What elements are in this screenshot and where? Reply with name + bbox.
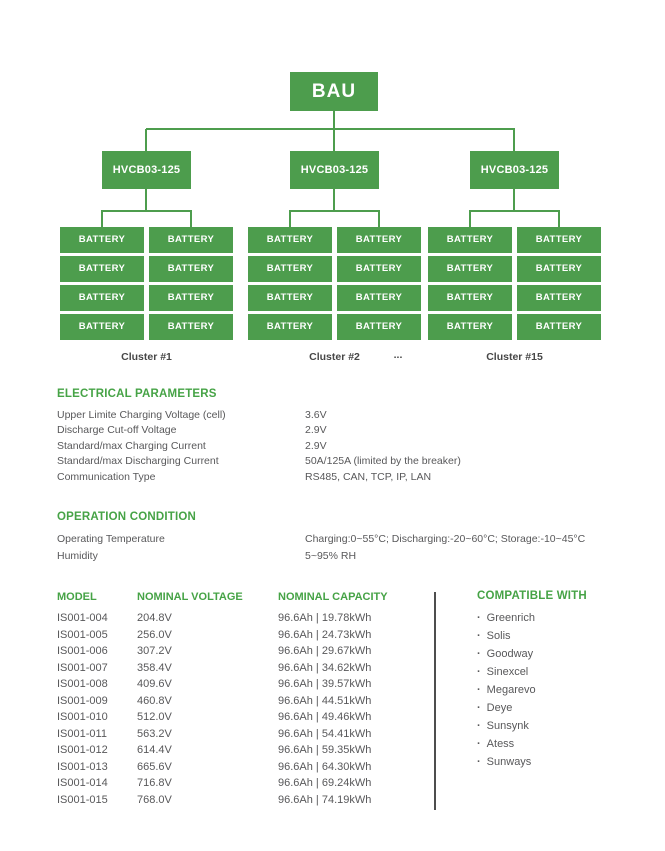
battery-box: BATTERY xyxy=(337,227,421,253)
bullet-dot-icon: · xyxy=(477,756,481,768)
compatible-item xyxy=(477,645,587,663)
spec-value: 2.9V xyxy=(305,439,327,452)
spec-label: Humidity xyxy=(57,550,98,562)
operation-condition-section xyxy=(57,511,585,565)
bullet-dot-icon: · xyxy=(477,702,481,714)
connector-line xyxy=(469,211,471,227)
connector-line xyxy=(513,189,515,210)
operation-rows xyxy=(57,531,585,565)
compatible-item xyxy=(477,681,587,699)
spec-row xyxy=(57,531,585,548)
table-cell-voltage: 716.8V xyxy=(137,777,172,789)
battery-box: BATTERY xyxy=(248,227,332,253)
cluster-label: Cluster #1 xyxy=(121,351,172,363)
connector-line xyxy=(101,211,103,227)
spec-label: Communication Type xyxy=(57,470,156,483)
spec-row xyxy=(57,423,461,438)
section-heading-electrical: ELECTRICAL PARAMETERS xyxy=(57,388,217,400)
table-header: NOMINAL VOLTAGE xyxy=(137,591,243,603)
connector-line xyxy=(558,211,560,227)
spec-row xyxy=(57,470,461,485)
connector-line xyxy=(101,210,192,212)
controller-box: HVCB03-125 xyxy=(102,151,191,189)
battery-box: BATTERY xyxy=(517,285,601,311)
cluster xyxy=(248,151,421,371)
connector-line xyxy=(145,129,147,152)
connector-line xyxy=(289,211,291,227)
table-cell-model: IS001-015 xyxy=(57,793,108,806)
battery-box: BATTERY xyxy=(337,285,421,311)
battery-box: BATTERY xyxy=(149,285,233,311)
models-table-section xyxy=(57,590,438,808)
spec-value: 2.9V xyxy=(305,424,327,437)
table-cell-capacity: 96.6Ah | 64.30kWh xyxy=(278,760,372,773)
spec-label: Standard/max Discharging Current xyxy=(57,455,219,468)
spec-value: Charging:0~55°C; Discharging:-20~60°C; Storage:-10~45°C xyxy=(305,533,586,545)
battery-box: BATTERY xyxy=(337,256,421,282)
table-cell-voltage: 665.6V xyxy=(137,760,172,773)
table-cell-model: IS001-009 xyxy=(57,694,108,707)
compatible-item xyxy=(477,627,587,645)
bullet-dot-icon: · xyxy=(477,684,481,696)
spec-value: 50A/125A (limited by the breaker) xyxy=(305,455,461,468)
battery-box: BATTERY xyxy=(428,227,512,253)
table-cell-capacity: 96.6Ah | 69.24kWh xyxy=(278,777,372,789)
table-cell-voltage: 460.8V xyxy=(137,694,172,707)
table-header: NOMINAL CAPACITY xyxy=(278,591,388,603)
battery-box: BATTERY xyxy=(149,227,233,253)
spec-value: RS485, CAN, TCP, IP, LAN xyxy=(305,470,432,483)
table-cell-capacity: 96.6Ah | 29.67kWh xyxy=(278,645,372,657)
battery-box: BATTERY xyxy=(337,314,421,340)
compatible-item xyxy=(477,717,587,735)
connector-line xyxy=(289,210,380,212)
table-cell-voltage: 358.4V xyxy=(137,661,172,674)
compatible-item xyxy=(477,699,587,717)
compatible-item-label: Atess xyxy=(486,738,515,750)
cluster-label: Cluster #2 xyxy=(309,351,360,363)
connector-line xyxy=(378,211,380,227)
cluster xyxy=(60,151,233,371)
battery-grid xyxy=(60,227,233,340)
battery-box: BATTERY xyxy=(248,285,332,311)
battery-box: BATTERY xyxy=(60,285,144,311)
battery-box: BATTERY xyxy=(517,314,601,340)
controller-box: HVCB03-125 xyxy=(290,151,379,189)
connector-line xyxy=(333,111,335,129)
battery-box: BATTERY xyxy=(428,256,512,282)
table-divider xyxy=(434,592,436,810)
battery-box: BATTERY xyxy=(149,314,233,340)
connector-line xyxy=(145,189,147,210)
spec-row xyxy=(57,548,585,565)
battery-grid xyxy=(248,227,421,340)
compatible-with-section xyxy=(477,590,587,771)
compatible-list xyxy=(477,609,587,771)
table-cell-model: IS001-012 xyxy=(57,744,108,756)
bullet-dot-icon: · xyxy=(477,738,481,750)
compatible-item-label: Sunways xyxy=(486,756,532,768)
connector-line xyxy=(146,128,515,130)
spec-label: Operating Temperature xyxy=(57,533,165,545)
compatible-item xyxy=(477,609,587,627)
table-cell-model: IS001-010 xyxy=(57,711,108,723)
table-cell-model: IS001-013 xyxy=(57,760,108,773)
bau-box: BAU xyxy=(290,72,378,111)
spec-value: 3.6V xyxy=(305,409,327,421)
table-cell-capacity: 96.6Ah | 74.19kWh xyxy=(278,793,372,806)
electrical-parameters-section xyxy=(57,388,461,485)
table-cell-capacity: 96.6Ah | 34.62kWh xyxy=(278,661,372,674)
table-header: MODEL xyxy=(57,591,97,603)
table-cell-voltage: 768.0V xyxy=(137,793,172,806)
compatible-item-label: Sinexcel xyxy=(486,666,529,678)
table-cell-model: IS001-006 xyxy=(57,645,108,657)
battery-grid xyxy=(428,227,601,340)
controller-box: HVCB03-125 xyxy=(470,151,559,189)
spec-row xyxy=(57,454,461,469)
table-cell-model: IS001-008 xyxy=(57,678,108,690)
bullet-dot-icon: · xyxy=(477,612,481,624)
table-cell-model: IS001-007 xyxy=(57,661,108,674)
section-heading-compatible: COMPATIBLE WITH xyxy=(477,590,587,602)
connector-line xyxy=(333,129,335,152)
section-heading-operation: OPERATION CONDITION xyxy=(57,511,197,523)
battery-box: BATTERY xyxy=(428,314,512,340)
cluster xyxy=(428,151,601,371)
table-cell-model: IS001-011 xyxy=(57,727,107,740)
bullet-dot-icon: · xyxy=(477,630,481,642)
compatible-item xyxy=(477,735,587,753)
compatible-item-label: Goodway xyxy=(486,648,534,660)
battery-box: BATTERY xyxy=(517,227,601,253)
table-cell-capacity: 96.6Ah | 39.57kWh xyxy=(278,678,372,690)
compatible-item xyxy=(477,663,587,681)
battery-box: BATTERY xyxy=(60,227,144,253)
bullet-dot-icon: · xyxy=(477,720,481,732)
table-cell-capacity: 96.6Ah | 54.41kWh xyxy=(278,727,372,740)
table-cell-capacity: 96.6Ah | 44.51kWh xyxy=(278,694,372,707)
compatible-item-label: Solis xyxy=(486,630,511,642)
table-cell-capacity: 96.6Ah | 49.46kWh xyxy=(278,711,372,723)
connector-line xyxy=(190,211,192,227)
battery-box: BATTERY xyxy=(248,256,332,282)
table-cell-voltage: 204.8V xyxy=(137,612,172,624)
connector-line xyxy=(333,189,335,210)
table-cell-voltage: 614.4V xyxy=(137,744,172,756)
table-cell-capacity: 96.6Ah | 19.78kWh xyxy=(278,612,372,624)
cluster-label: Cluster #15 xyxy=(486,351,543,363)
connector-line xyxy=(469,210,560,212)
spec-label: Upper Limite Charging Voltage (cell) xyxy=(57,409,226,421)
table-cell-voltage: 563.2V xyxy=(137,727,172,740)
spec-value: 5~95% RH xyxy=(305,550,357,562)
electrical-rows xyxy=(57,408,461,485)
table-cell-capacity: 96.6Ah | 59.35kWh xyxy=(278,744,372,756)
table-cell-capacity: 96.6Ah | 24.73kWh xyxy=(278,628,372,641)
battery-box: BATTERY xyxy=(60,314,144,340)
battery-box: BATTERY xyxy=(248,314,332,340)
compatible-item-label: Megarevo xyxy=(486,684,536,696)
compatible-item-label: Greenrich xyxy=(486,612,535,624)
table-cell-voltage: 512.0V xyxy=(137,711,172,723)
table-cell-voltage: 409.6V xyxy=(137,678,172,690)
table-cell-model: IS001-005 xyxy=(57,628,108,641)
spec-row xyxy=(57,439,461,454)
table-cell-model: IS001-004 xyxy=(57,612,108,624)
connector-line xyxy=(513,129,515,152)
table-cell-voltage: 256.0V xyxy=(137,628,172,641)
battery-box: BATTERY xyxy=(60,256,144,282)
models-table xyxy=(57,590,438,808)
battery-box: BATTERY xyxy=(149,256,233,282)
bullet-dot-icon: · xyxy=(477,648,481,660)
battery-box: BATTERY xyxy=(428,285,512,311)
table-cell-voltage: 307.2V xyxy=(137,645,172,657)
compatible-item-label: Sunsynk xyxy=(486,720,529,732)
bullet-dot-icon: · xyxy=(477,666,481,678)
table-cell-model: IS001-014 xyxy=(57,777,108,789)
compatible-item xyxy=(477,753,587,771)
battery-box: BATTERY xyxy=(517,256,601,282)
spec-label: Standard/max Charging Current xyxy=(57,439,206,452)
spec-label: Discharge Cut-off Voltage xyxy=(57,424,177,437)
compatible-item-label: Deye xyxy=(486,702,513,714)
spec-row xyxy=(57,408,461,423)
clusters-ellipsis: ... xyxy=(393,349,403,361)
